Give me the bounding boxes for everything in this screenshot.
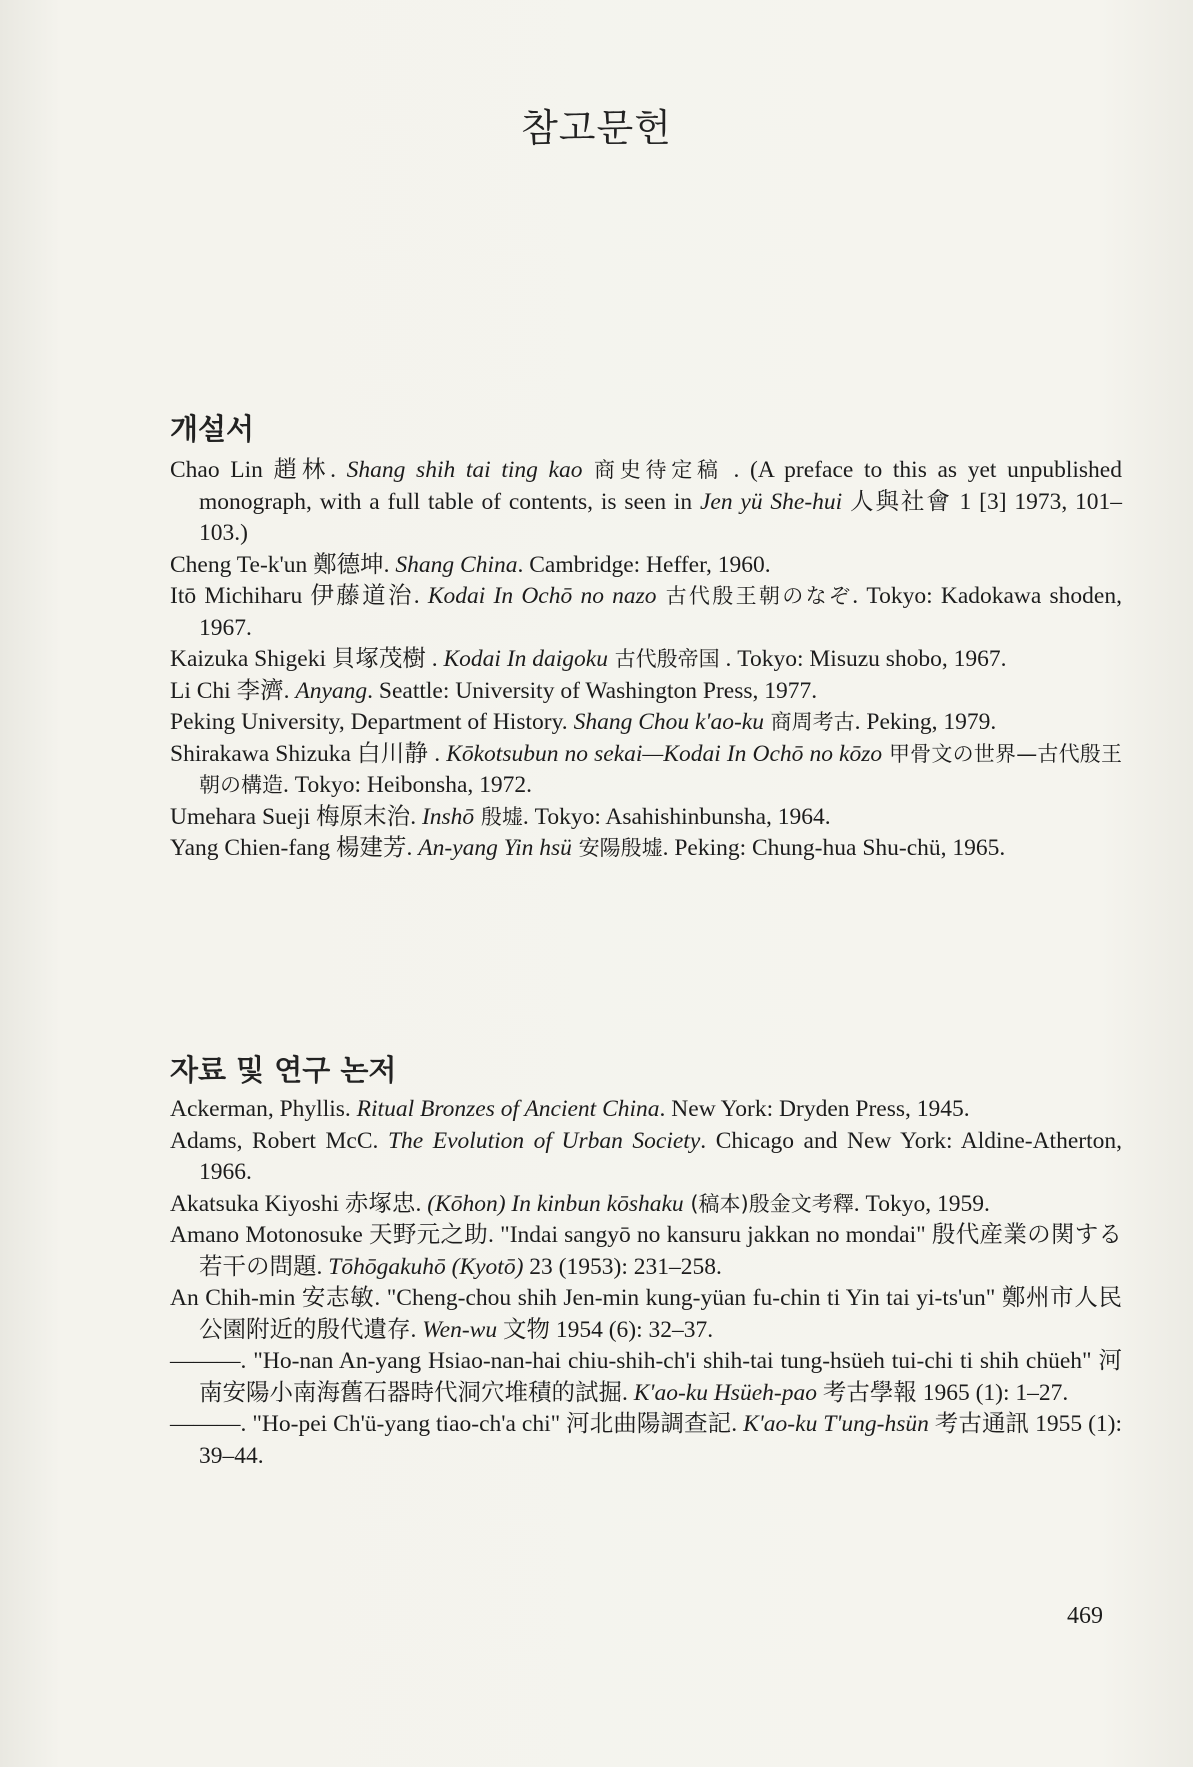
- entry-details: "Indai sangyō no kansuru jakkan no mondai" 殷代産業の関する若干の問題.: [199, 1222, 1123, 1280]
- entry-tail: 人與社會 1 [3] 1973, 101–103.): [199, 488, 1123, 546]
- bibliography-entry: [170, 802, 1122, 834]
- entry-details: . Tokyo, 1959.: [853, 1190, 990, 1217]
- entry-details: . New York: Dryden Press, 1945.: [659, 1096, 970, 1122]
- entry-title: Shang China: [395, 551, 518, 578]
- entry-author: ———.: [170, 1348, 247, 1374]
- entry-journal: Jen yü She-hui: [700, 488, 843, 515]
- section-heading-sources: 자료 및 연구 논저: [170, 1053, 397, 1088]
- entry-title-cjk: 商周考古: [763, 710, 855, 734]
- entry-author: Shirakawa Shizuka 白川静: [170, 740, 429, 767]
- entry-details: "Cheng-chou shih Jen-min kung-yüan fu-chin ti Yin tai yi-ts'un" 鄭州市人民公園附近的殷代遺存.: [199, 1285, 1122, 1343]
- bibliography-entry: [170, 1409, 1122, 1472]
- entry-author: Yang Chien-fang 楊建芳: [170, 835, 407, 861]
- entry-separator: .: [283, 677, 296, 704]
- entry-tail: 考古通訊 1955 (1): 39–44.: [199, 1411, 1122, 1469]
- entry-tail: 23 (1953): 231–258.: [523, 1253, 722, 1280]
- entry-title: Ritual Bronzes of Ancient China: [356, 1096, 660, 1122]
- entry-separator: .: [383, 551, 396, 578]
- entry-author: ———.: [170, 1411, 247, 1437]
- entry-title-cjk: 商史待定稿: [582, 458, 723, 482]
- entry-author: Chao Lin 趙林: [170, 457, 331, 483]
- entry-title: (Kōhon) In kinbun kōshaku: [427, 1190, 684, 1217]
- entry-journal: K'ao-ku T'ung-hsün: [743, 1411, 929, 1437]
- entry-separator: .: [488, 1222, 501, 1248]
- entry-title-cjk: 殷墟: [474, 804, 523, 829]
- entry-author: Akatsuka Kiyoshi 赤塚忠: [170, 1190, 416, 1217]
- entry-journal: Wen-wu: [422, 1316, 498, 1343]
- entry-separator: .: [374, 1285, 387, 1311]
- entry-details: . Chicago and New York: Aldine-Atherton, 1966.: [199, 1127, 1122, 1185]
- entry-author: Peking University, Department of History.: [170, 709, 568, 735]
- entry-separator: .: [413, 583, 428, 609]
- entry-tail: 文物 1954 (6): 32–37.: [497, 1316, 714, 1343]
- bibliography-entry: [170, 550, 1122, 582]
- entry-separator: .: [415, 1190, 428, 1217]
- page-number: 469: [1067, 1603, 1103, 1629]
- entry-title-cjk: 安陽殷墟: [571, 836, 663, 860]
- bibliography-list-general: [170, 455, 1122, 865]
- entry-title: Kodai In Ochō no nazo: [427, 583, 657, 609]
- bibliography-entry: [170, 581, 1122, 644]
- bibliography-entry: [170, 833, 1122, 865]
- bibliography-entry: [170, 676, 1122, 708]
- bibliography-list-sources: [170, 1094, 1122, 1472]
- entry-title-cjk: 古代殷帝国: [607, 647, 720, 671]
- entry-title-cjk: 古代殷王朝のなぞ: [656, 584, 853, 608]
- bibliography-entry: [170, 739, 1122, 802]
- entry-author: Cheng Te-k'un 鄭德坤: [170, 551, 384, 578]
- entry-details: . (A preface to this as yet unpublished monograph, with a full table of contents, is seen in: [199, 457, 1122, 515]
- entry-title: Anyang: [295, 677, 368, 704]
- bibliography-entry: [170, 1126, 1122, 1189]
- entry-title: Kodai In daigoku: [443, 646, 608, 672]
- entry-author: Ackerman, Phyllis.: [170, 1096, 351, 1122]
- entry-details: . Tokyo: Asahishinbunsha, 1964.: [522, 803, 831, 830]
- entry-journal: K'ao-ku Hsüeh-pao: [633, 1379, 817, 1406]
- entry-separator: .: [425, 646, 444, 672]
- bibliography-entry: [170, 1189, 1122, 1221]
- entry-separator: .: [406, 835, 419, 861]
- page-title: 참고문헌: [521, 106, 672, 151]
- bibliography-entry: [170, 1094, 1122, 1126]
- entry-details: . Peking: Chung-hua Shu-chü, 1965.: [662, 835, 1006, 861]
- entry-details: . Peking, 1979.: [854, 709, 997, 735]
- entry-author: Umehara Sueji 梅原末治: [170, 803, 411, 830]
- entry-details: . Tokyo: Misuzu shobo, 1967.: [719, 646, 1007, 672]
- bibliography-entry: [170, 455, 1122, 550]
- entry-author: Kaizuka Shigeki 貝塚茂樹: [170, 646, 426, 672]
- entry-details: . Seattle: University of Washington Press, 1977.: [367, 677, 818, 704]
- entry-title: Shang Chou k'ao-ku: [573, 709, 764, 735]
- entry-separator: .: [410, 803, 422, 830]
- section-heading-general: 개설서: [170, 412, 255, 447]
- bibliography-entry: [170, 1220, 1122, 1283]
- entry-details: . Tokyo: Kadokawa shoden, 1967.: [199, 583, 1122, 641]
- bibliography-entry: [170, 1283, 1122, 1346]
- entry-title-cjk: (稿本)殷金文考釋: [683, 1191, 854, 1216]
- entry-details: . Cambridge: Heffer, 1960.: [517, 551, 771, 578]
- entry-title: An-yang Yin hsü: [418, 835, 572, 861]
- entry-tail: 考古學報 1965 (1): 1–27.: [816, 1379, 1069, 1406]
- entry-title-cjk: 甲骨文の世界—古代殷王朝の構造: [199, 741, 1122, 797]
- entry-details: "Ho-nan An-yang Hsiao-nan-hai chiu-shih-ch'i shih-tai tung-hsüeh tui-chi ti shih chüeh" 河南安陽小南海舊石器時代洞穴堆積的試掘.: [199, 1348, 1123, 1406]
- entry-author: Li Chi 李濟: [170, 677, 284, 704]
- entry-journal: Tōhōgakuhō (Kyotō): [328, 1253, 524, 1280]
- entry-author: Itō Michiharu 伊藤道治: [170, 583, 414, 609]
- entry-separator: .: [428, 740, 447, 767]
- entry-title: Kōkotsubun no sekai—Kodai In Ochō no kōzo: [446, 740, 883, 767]
- entry-separator: .: [330, 457, 347, 483]
- bibliography-entry: [170, 707, 1122, 739]
- entry-details: "Ho-pei Ch'ü-yang tiao-ch'a chi" 河北曲陽調查記.: [252, 1411, 744, 1437]
- entry-author: Amano Motonosuke 天野元之助: [170, 1222, 489, 1248]
- entry-separator: [378, 1128, 388, 1154]
- entry-title: The Evolution of Urban Society: [387, 1127, 701, 1154]
- entry-author: An Chih-min 安志敏: [170, 1285, 375, 1311]
- entry-details: . Tokyo: Heibonsha, 1972.: [283, 772, 532, 798]
- bibliography-entry: [170, 644, 1122, 676]
- bibliography-entry: [170, 1346, 1122, 1409]
- entry-title: Inshō: [421, 803, 475, 830]
- entry-author: Adams, Robert McC.: [170, 1127, 379, 1154]
- entry-title: Shang shih tai ting kao: [346, 457, 583, 483]
